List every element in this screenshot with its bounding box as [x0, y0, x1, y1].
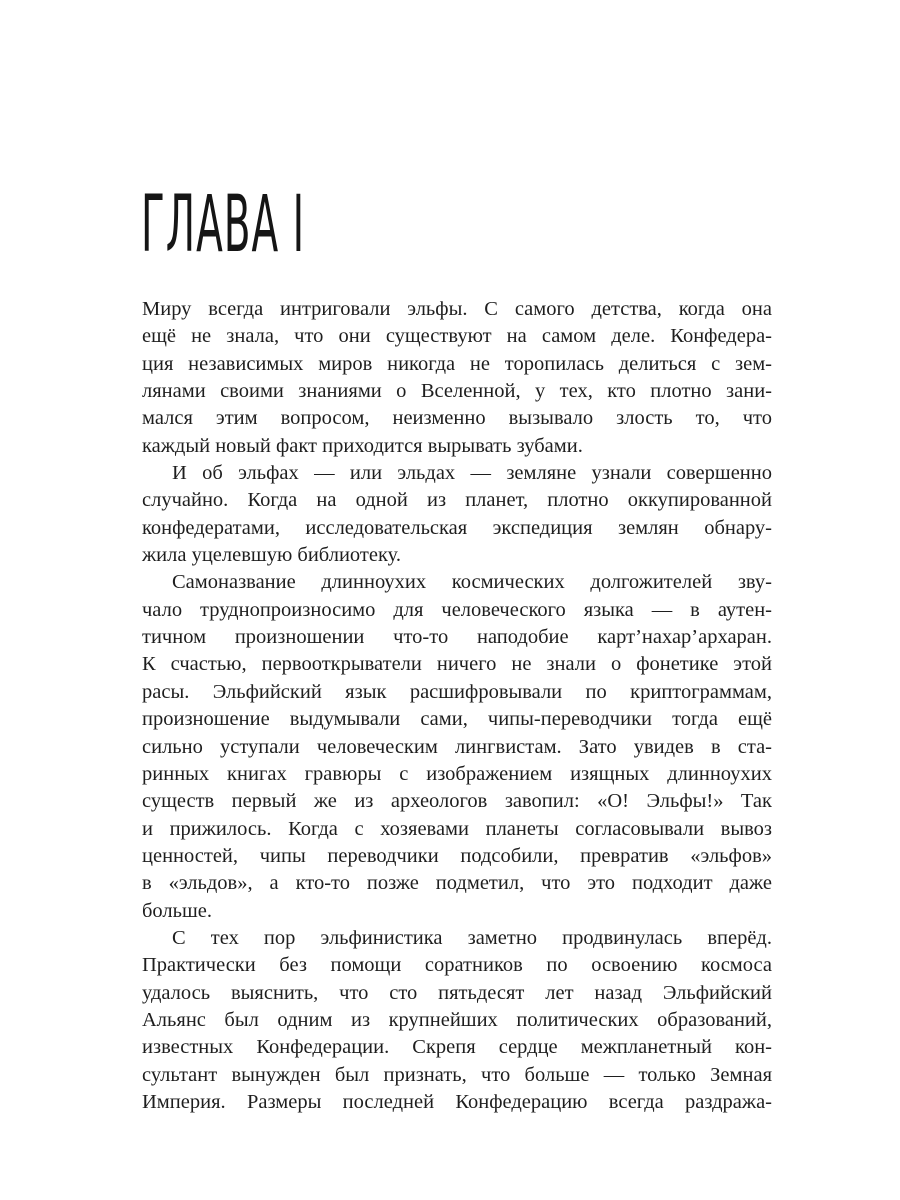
text-line: каждый новый факт приходится вырывать зубами.: [142, 434, 583, 457]
text-line: сильно уступали человеческим лингвистам. Зато увидев в ста-: [142, 735, 772, 758]
text-line: Империя. Размеры последней Конфедерацию всегда раздража-: [142, 1090, 772, 1113]
text-line: ринных книгах гравюры с изображением изящных длинноухих: [142, 762, 772, 785]
text-line: произношение выдумывали сами, чипы-переводчики тогда ещё: [142, 708, 772, 731]
text-line: больше.: [142, 899, 212, 922]
text-line: в «эльдов», а кто-то позже подметил, что это подходит даже: [142, 872, 772, 895]
text-line: ценностей, чипы переводчики подсобили, превратив «эльфов»: [142, 844, 772, 867]
text-line: случайно. Когда на одной из планет, плотно оккупированной: [142, 489, 772, 512]
text-line: сультант вынужден был признать, что больше — только Земная: [142, 1063, 772, 1086]
chapter-title: ГЛАВА I: [141, 180, 306, 270]
paragraph: [142, 460, 772, 569]
text-line: лянами своими знаниями о Вселенной, у тех, кто плотно зани-: [142, 380, 772, 403]
text-line: конфедератами, исследовательская экспедиция землян обнару-: [142, 516, 772, 539]
text-line: расы. Эльфийский язык расшифровывали по криптограммам,: [142, 680, 772, 703]
text-line: И об эльфах — или эльдах — земляне узнали совершенно: [172, 462, 772, 485]
text-line: Практически без помощи соратников по освоению космоса: [142, 954, 772, 977]
text-line: и прижилось. Когда с хозяевами планеты согласовывали вывоз: [142, 817, 772, 840]
text-line: известных Конфедерации. Скрепя сердце межпланетный кон-: [142, 1036, 772, 1059]
paragraph: [142, 925, 772, 1116]
text-line: чало труднопроизносимо для человеческого языка — в аутен-: [142, 598, 772, 621]
paragraph: [142, 296, 772, 460]
text-line: жила уцелевшую библиотеку.: [142, 544, 401, 567]
text-line: мался этим вопросом, неизменно вызывало злость то, что: [142, 407, 772, 430]
paragraph: [142, 569, 772, 924]
text-line: Миру всегда интриговали эльфы. С самого детства, когда она: [142, 298, 772, 320]
text-line: существ первый же из археологов завопил: «О! Эльфы!» Так: [142, 790, 772, 813]
text-line: ция независимых миров никогда не торопилась делиться с зем-: [142, 352, 772, 375]
text-line: удалось выяснить, что сто пятьдесят лет назад Эльфийский: [142, 981, 772, 1004]
text-line: тичном произношении что-то наподобие карт’нахар’архаран.: [142, 626, 772, 649]
text-line: Самоназвание длинноухих космических долгожителей зву-: [172, 571, 772, 594]
text-line: Альянс был одним из крупнейших политических образований,: [142, 1008, 772, 1031]
body-text: [142, 296, 772, 1116]
text-line: ещё не знала, что они существуют на самом деле. Конфедера-: [142, 325, 772, 348]
text-line: К счастью, первооткрыватели ничего не знали о фонетике этой: [142, 653, 772, 676]
text-line: С тех пор эльфинистика заметно продвинулась вперёд.: [172, 926, 772, 949]
